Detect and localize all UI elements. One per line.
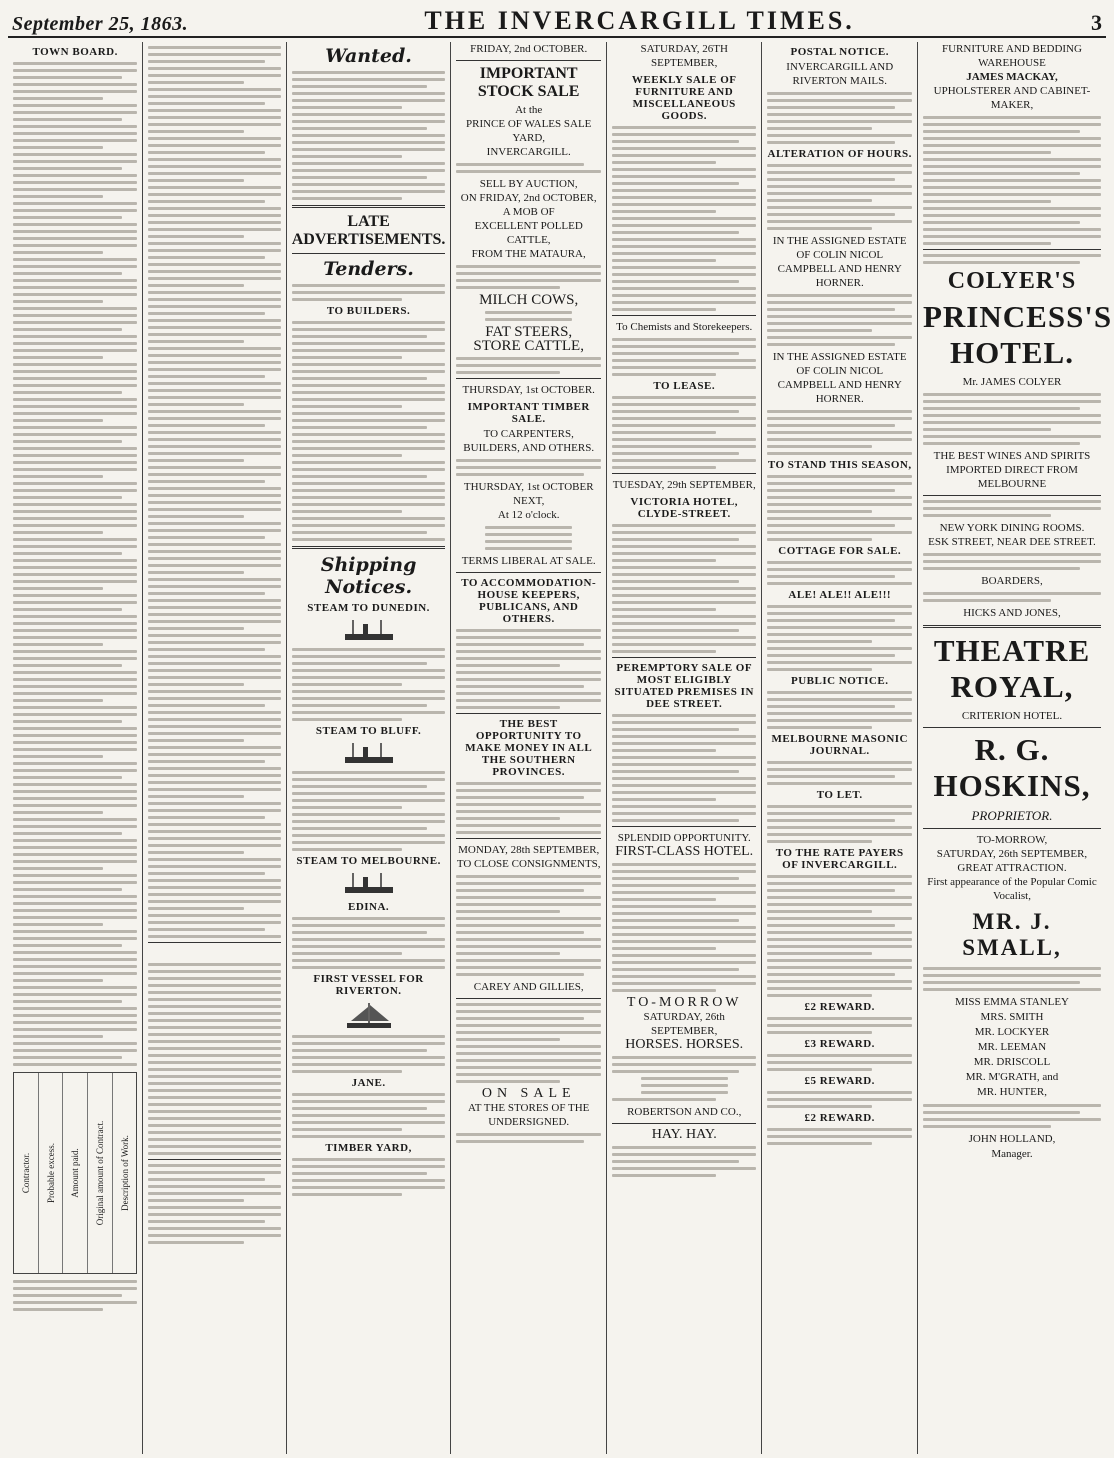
cast-member: MRS. SMITH (980, 1011, 1044, 1023)
accommodation-body (456, 629, 601, 709)
public-notice-body (767, 691, 912, 729)
page-number: 3 (1090, 10, 1102, 35)
column-1 (8, 42, 143, 1454)
reward-heading-4: £2 REWARD. (804, 1112, 875, 1124)
divider (612, 657, 757, 658)
timber-sale-audience: TO CARPENTERS, BUILDERS, AND OTHERS. (463, 428, 595, 454)
divider (148, 1159, 280, 1160)
stock-sale-note (456, 311, 601, 321)
tenders-heading: Tenders. (323, 258, 414, 280)
cast-member: MR. M'GRATH, and (965, 1071, 1059, 1083)
horses-dateline: SATURDAY, 26th SEPTEMBER, (643, 1011, 725, 1037)
divider (456, 572, 601, 573)
divider (456, 998, 601, 999)
column-3 (287, 42, 452, 1454)
ale-body (767, 605, 912, 671)
to-let-body (767, 805, 912, 843)
table-column (88, 1073, 113, 1273)
masonic-journal-body (767, 761, 912, 785)
splendid-heading: SPLENDID OPPORTUNITY. (617, 832, 751, 844)
esk-street-line: ESK STREET, NEAR DEE STREET. (928, 536, 1096, 548)
consignment-body (456, 875, 601, 976)
ale-heading: ALE! ALE!! ALE!!! (788, 589, 892, 601)
stores-heading: AT THE STORES OF THE UNDERSIGNED. (467, 1102, 590, 1128)
divider (612, 1123, 757, 1124)
estate-heading-2: IN THE ASSIGNED ESTATE OF COLIN NICOL CAMPBELL AND HENRY HORNER. (772, 351, 907, 405)
wallacetown-sale (456, 1003, 601, 1083)
divider (148, 942, 280, 943)
to-morrow-heading: TO-MORROW (626, 995, 742, 1010)
to-builders-heading: TO BUILDERS. (326, 305, 411, 317)
postal-notice-heading: POSTAL NOTICE. (790, 46, 889, 58)
chemists-body (612, 338, 757, 376)
shipping-ad-5 (292, 1093, 446, 1138)
colyer-proprietor: Mr. JAMES COLYER (962, 376, 1062, 388)
cast-member: MR. HUNTER, (976, 1086, 1047, 1098)
wines-line: THE BEST WINES AND SPIRITS IMPORTED DIRECT FROM MELBOURNE (933, 450, 1091, 490)
cottage-body (767, 561, 912, 585)
stock-sale-cattle: EXCELLENT POLLED CATTLE, (474, 220, 583, 246)
accounts-block (148, 947, 280, 1155)
reward-heading-2: £3 REWARD. (804, 1038, 875, 1050)
princess-hotel-heading: PRINCESS'S HOTEL. (922, 299, 1113, 370)
shipping-ad-1 (292, 648, 446, 721)
table-column (39, 1073, 64, 1273)
shipping-notices-heading: Shipping Notices. (320, 554, 417, 598)
table-column (14, 1073, 39, 1273)
divider (456, 713, 601, 714)
rate-payers-body (767, 875, 912, 997)
furniture-warehouse-heading: FURNITURE AND BEDDING WAREHOUSE (942, 43, 1082, 69)
divider (612, 826, 757, 827)
accommodation-heading: TO ACCOMMODATION-HOUSE KEEPERS, PUBLICANS, AND OTHERS. (461, 577, 597, 625)
steam-dunedin-heading: STEAM TO DUNEDIN. (307, 602, 430, 614)
stock-sale-from: FROM THE MATAURA, (471, 248, 586, 260)
chemists-heading: To Chemists and Storekeepers. (616, 321, 753, 333)
stock-sale-sell: SELL BY AUCTION, (479, 178, 578, 190)
divider (923, 495, 1101, 496)
timber-sale-dateline: THURSDAY, 1st OCTOBER. (462, 384, 595, 396)
auctioneers-name: CAREY AND GILLIES, (473, 981, 584, 993)
to-let-notice (923, 254, 1101, 264)
table-header: Description of Work. (119, 1135, 130, 1211)
stock-sale-yard: PRINCE OF WALES SALE YARD, (465, 118, 592, 144)
table-header: Amount paid. (70, 1148, 81, 1198)
hicks-body (923, 553, 1101, 570)
newspaper-title: THE INVERCARGILL TIMES. (424, 6, 855, 35)
shipping-ad-2 (292, 771, 446, 851)
alteration-body (767, 164, 912, 230)
peremptory-sale-body (612, 714, 757, 822)
first-vessel-heading: FIRST VESSEL FOR RIVERTON. (313, 973, 424, 997)
stock-sale-intro (456, 163, 601, 173)
consignment-heading: TO CLOSE CONSIGNMENTS, (456, 858, 601, 870)
estate-heading-1: IN THE ASSIGNED ESTATE OF COLIN NICOL CAMPBELL AND HENRY HORNER. (772, 235, 907, 289)
boarders-line: BOARDERS, (981, 575, 1043, 587)
hay-heading: HAY. HAY. (651, 1127, 717, 1142)
hicks-signature: HICKS AND JONES, (963, 607, 1061, 619)
masthead (8, 6, 1106, 38)
column-2 (143, 42, 286, 1454)
horses-heading: HORSES. HORSES. (625, 1037, 744, 1052)
shipping-ad-3 (292, 917, 446, 969)
stand-season-body (767, 475, 912, 541)
steam-bluff-heading: STEAM TO BLUFF. (315, 725, 422, 737)
divider (923, 625, 1101, 628)
table-header: Original amount of Contract. (94, 1120, 105, 1226)
table-header: Probable excess. (45, 1143, 56, 1203)
great-attraction-line: GREAT ATTRACTION. (957, 862, 1067, 874)
to-lease-heading: TO LEASE. (653, 380, 716, 392)
columns (8, 42, 1113, 1454)
divider (456, 60, 601, 61)
cast-member: MISS EMMA STANLEY (954, 996, 1069, 1008)
hoskins-heading: R. G. HOSKINS, (933, 732, 1091, 803)
story-text (148, 1164, 280, 1244)
shipping-ad-4 (292, 1035, 446, 1073)
timber-sale-body (456, 459, 601, 476)
column-5 (607, 42, 763, 1454)
reward-heading-1: £2 REWARD. (804, 1001, 875, 1013)
timber-sale-heading: IMPORTANT TIMBER SALE. (467, 401, 590, 425)
edina-heading: EDINA. (347, 901, 390, 913)
stock-sale-body (456, 265, 601, 289)
manager-line: Manager. (991, 1148, 1033, 1160)
hay-body (612, 1146, 757, 1177)
victoria-hotel-body (612, 524, 757, 653)
performance-date: SATURDAY, 26th SEPTEMBER, (936, 848, 1088, 860)
stock-sale-date: ON FRIDAY, 2nd OCTOBER, (460, 192, 597, 204)
mackay-body (923, 116, 1101, 245)
column-7 (918, 42, 1113, 1454)
princess-hotel-body (923, 393, 1101, 445)
ny-dining-heading: NEW YORK DINING ROOMS. (939, 522, 1085, 534)
timber-yard-text (292, 1158, 446, 1196)
horses-body (612, 1056, 757, 1101)
divider (292, 253, 446, 254)
first-class-hotel-heading: FIRST-CLASS HOTEL. (615, 844, 754, 859)
stand-season-heading: TO STAND THIS SEASON, (767, 459, 912, 471)
town-board-closing (13, 1280, 137, 1311)
stock-sale-heading: IMPORTANT STOCK SALE (477, 65, 580, 100)
jane-heading: JANE. (351, 1077, 386, 1089)
best-opportunity-body (456, 782, 601, 834)
downie-notice (923, 500, 1101, 517)
column-4 (451, 42, 607, 1454)
mails-body (767, 92, 912, 144)
first-appearance-line: First appearance of the Popular Comic Vocalist, (927, 876, 1097, 902)
steamship-icon (339, 871, 399, 897)
divider (612, 315, 757, 316)
best-opportunity-heading: THE BEST OPPORTUNITY TO MAKE MONEY IN ALL THE SOUTHERN PROVINCES. (465, 718, 593, 778)
reward-body-1 (767, 1017, 912, 1034)
masonic-journal-heading: MELBOURNE MASONIC JOURNAL. (771, 733, 908, 757)
tenders-ads (292, 321, 446, 541)
divider (292, 205, 446, 208)
table-column (63, 1073, 88, 1273)
stock-sale-town: INVERCARGILL. (486, 146, 571, 158)
on-sale-body (456, 1133, 601, 1143)
alteration-heading: ALTERATION OF HOURS. (767, 148, 912, 160)
victoria-dateline: TUESDAY, 29th SEPTEMBER, (612, 479, 756, 491)
criterion-hotel-line: CRITERION HOTEL. (961, 710, 1063, 722)
theatre-body (923, 967, 1101, 991)
furniture-sale-dateline: SATURDAY, 26TH SEPTEMBER, (640, 43, 728, 69)
furniture-sale-heading: WEEKLY SALE OF FURNITURE AND MISCELLANEOUS GOODS. (631, 74, 737, 122)
divider (923, 727, 1101, 728)
public-notice-heading: PUBLIC NOTICE. (790, 675, 889, 687)
holland-signature: JOHN HOLLAND, (968, 1133, 1056, 1145)
divider (923, 249, 1101, 250)
estate-body-2 (767, 410, 912, 455)
tomorrow-line: TO-MORROW, (976, 834, 1048, 846)
steamship-icon (339, 618, 399, 644)
theatre-closing (923, 1104, 1101, 1128)
divider (612, 473, 757, 474)
contracts-table (13, 1072, 137, 1274)
divider (456, 378, 601, 379)
to-let-heading: TO LET. (816, 789, 863, 801)
reward-heading-3: £5 REWARD. (804, 1075, 875, 1087)
theatre-royal-heading: THEATRE ROYAL, (933, 633, 1091, 704)
stock-sale-mob: A MOB OF (502, 206, 555, 218)
mr-small-heading: MR. J. SMALL, (962, 909, 1062, 960)
store-cattle: STORE CATTLE, (473, 338, 584, 354)
wanted-ads (292, 71, 446, 200)
divider (292, 546, 446, 549)
furniture-sale-body (612, 126, 757, 311)
mails-heading: INVERCARGILL AND RIVERTON MAILS. (786, 61, 894, 87)
stock-sale-at: At the (515, 104, 543, 116)
mackay-name: JAMES MACKAY, (966, 71, 1058, 83)
to-lease-body (612, 396, 757, 469)
issue-date: September 25, 1863. (12, 13, 189, 35)
wanted-heading: Wanted. (325, 45, 412, 67)
stock-sale-closing (456, 357, 601, 374)
upholsterer-line: UPHOLSTERER AND CABINET-MAKER, (933, 85, 1091, 111)
tenders-text (292, 284, 446, 301)
hicks-body-2 (923, 592, 1101, 602)
rate-payers-heading: TO THE RATE PAYERS OF INVERCARGILL. (775, 847, 904, 871)
first-class-hotel-body (612, 863, 757, 992)
table-header: Contractor. (20, 1152, 31, 1194)
late-advertisements-heading: LATE ADVERTISEMENTS. (291, 213, 446, 248)
timber-sale-time: At 12 o'clock. (497, 509, 560, 521)
milch-cows: MILCH COWS, (479, 292, 579, 308)
continued-text (148, 46, 280, 938)
timber-sale-date: THURSDAY, 1st OCTOBER NEXT, (463, 481, 594, 507)
steam-melbourne-heading: STEAM TO MELBOURNE. (296, 855, 441, 867)
steamship-icon (339, 741, 399, 767)
estate-body-1 (767, 294, 912, 346)
timber-sale-items (456, 526, 601, 550)
robertson-signature: ROBERTSON AND CO., (627, 1106, 742, 1118)
sailing-ship-icon (341, 1001, 397, 1031)
on-sale-heading: ON SALE (481, 1086, 576, 1101)
table-column (113, 1073, 137, 1273)
timber-sale-terms: TERMS LIBERAL AT SALE. (461, 555, 596, 567)
town-board-text (13, 62, 137, 1066)
cast-member: MR. DRISCOLL (973, 1056, 1051, 1068)
column-6 (762, 42, 918, 1454)
reward-body-4 (767, 1128, 912, 1145)
peremptory-sale-heading: PEREMPTORY SALE OF MOST ELIGIBLY SITUATED PREMISES IN DEE STREET. (614, 662, 754, 710)
town-board-heading: TOWN BOARD. (32, 46, 118, 58)
consignment-dateline: MONDAY, 28th SEPTEMBER, (458, 844, 600, 856)
victoria-hotel-heading: VICTORIA HOTEL, CLYDE-STREET. (630, 496, 738, 520)
divider (923, 828, 1101, 829)
timber-yard-heading: TIMBER YARD, (325, 1142, 412, 1154)
colyers-heading: COLYER'S (947, 268, 1077, 294)
stock-sale-dateline: FRIDAY, 2nd OCTOBER. (470, 43, 588, 55)
proprietor-line: PROPRIETOR. (971, 808, 1053, 823)
reward-body-2 (767, 1054, 912, 1071)
cast-member: MR. LOCKYER (974, 1026, 1050, 1038)
cottage-heading: COTTAGE FOR SALE. (778, 545, 902, 557)
cast-member: MR. LEEMAN (977, 1041, 1047, 1053)
reward-body-3 (767, 1091, 912, 1108)
fat-steers: FAT STEERS, (485, 324, 573, 340)
divider (456, 838, 601, 839)
